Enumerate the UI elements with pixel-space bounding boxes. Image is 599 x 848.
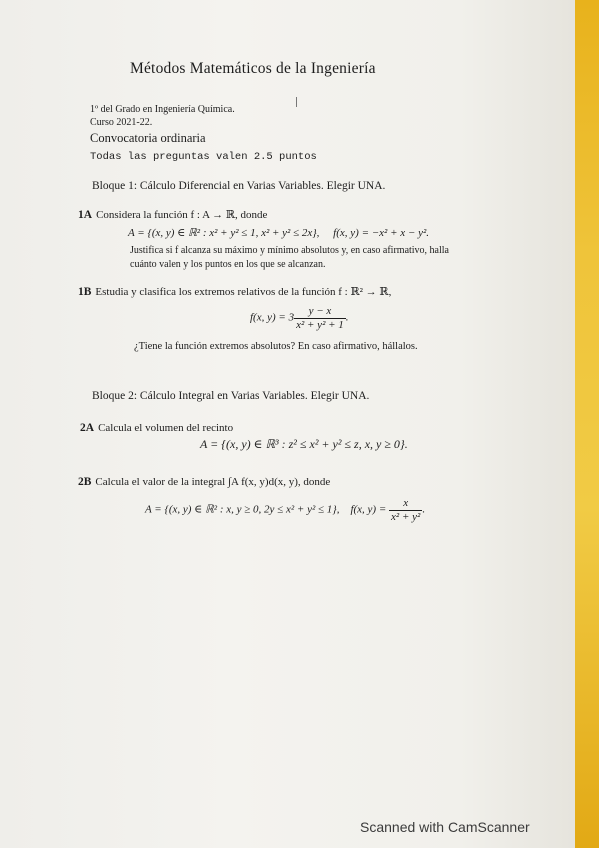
header-degree: 1º del Grado en Ingeniería Química. — [90, 104, 235, 115]
header-course: Curso 2021-22. — [90, 117, 153, 128]
question-2a-formula: A = {(x, y) ∈ ℝ³ : z² ≤ x² + y² ≤ z, x, y ≥ 0}. — [200, 437, 408, 451]
question-1b-formula: f(x, y) = 3 $\frac{y - x}{\text{x² + y² + 1}}$ . — [250, 305, 349, 331]
header-exam-call: Convocatoria ordinaria — [90, 131, 206, 145]
function-lhs: f(x, y) = 3 — [250, 311, 295, 324]
pen-mark — [296, 97, 297, 107]
question-1b — [78, 282, 391, 300]
fraction-denominator: x² + y² + 1 — [296, 318, 344, 331]
question-label: 2B — [78, 476, 92, 488]
function-definition: f(x, y) = −x² + x − y². — [333, 227, 430, 239]
question-1a-instructions-line1: Justifica si f alcanza su máximo y mínimo absolutos y, en caso afirmativo, halla — [130, 245, 449, 256]
set-definition: A = {(x, y) ∈ ℝ² : x, y ≥ 0, 2y ≤ x² + y² ≤ 1}, — [145, 503, 340, 516]
block-1-heading: Bloque 1: Cálculo Diferencial en Varias Variables. Elegir UNA. — [92, 180, 386, 192]
paper-edge-background — [575, 0, 599, 848]
scanner-watermark: Scanned with CamScanner — [360, 819, 530, 835]
question-1a-instructions-line2: cuánto valen y los puntos en los que se alcanzan. — [130, 259, 326, 270]
fraction-numerator: y − x — [294, 305, 346, 319]
question-1a — [78, 205, 267, 223]
question-text: Calcula el valor de la integral ∫A f(x, y)d(x, y), donde — [95, 476, 331, 488]
question-2a — [80, 418, 233, 436]
fraction-numerator: x — [389, 497, 422, 511]
question-label: 1A — [78, 209, 93, 221]
question-label: 2A — [80, 422, 95, 434]
function-lhs: f(x, y) = — [350, 503, 387, 516]
question-1b-followup: ¿Tiene la función extremos absolutos? En caso afirmativo, hállalos. — [134, 341, 418, 352]
block-2-heading: Bloque 2: Cálculo Integral en Varias Variables. Elegir UNA. — [92, 390, 370, 402]
fraction — [294, 305, 346, 331]
question-2b — [78, 472, 330, 490]
fraction — [389, 497, 422, 523]
question-2b-formula: A = {(x, y) ∈ ℝ² : x, y ≥ 0, 2y ≤ x² + y² ≤ 1}, f(x, y) = $\frac{x}{\text{x² + y²}}$ . — [145, 497, 426, 523]
question-text: Considera la función f : A → ℝ, donde — [96, 209, 268, 221]
question-label: 1B — [78, 286, 92, 298]
question-text: Estudia y clasifica los extremos relativos de la función f : ℝ² → ℝ, — [95, 286, 392, 298]
question-1a-formula — [128, 226, 429, 239]
set-definition: A = {(x, y) ∈ ℝ² : x² + y² ≤ 1, x² + y² ≤ 2x}, — [128, 227, 320, 239]
fraction-denominator: x² + y² — [391, 510, 421, 523]
header-points-note: Todas las preguntas valen 2.5 puntos — [90, 151, 317, 163]
question-text: Calcula el volumen del recinto — [98, 422, 234, 434]
document-title: Métodos Matemáticos de la Ingeniería — [130, 60, 376, 77]
